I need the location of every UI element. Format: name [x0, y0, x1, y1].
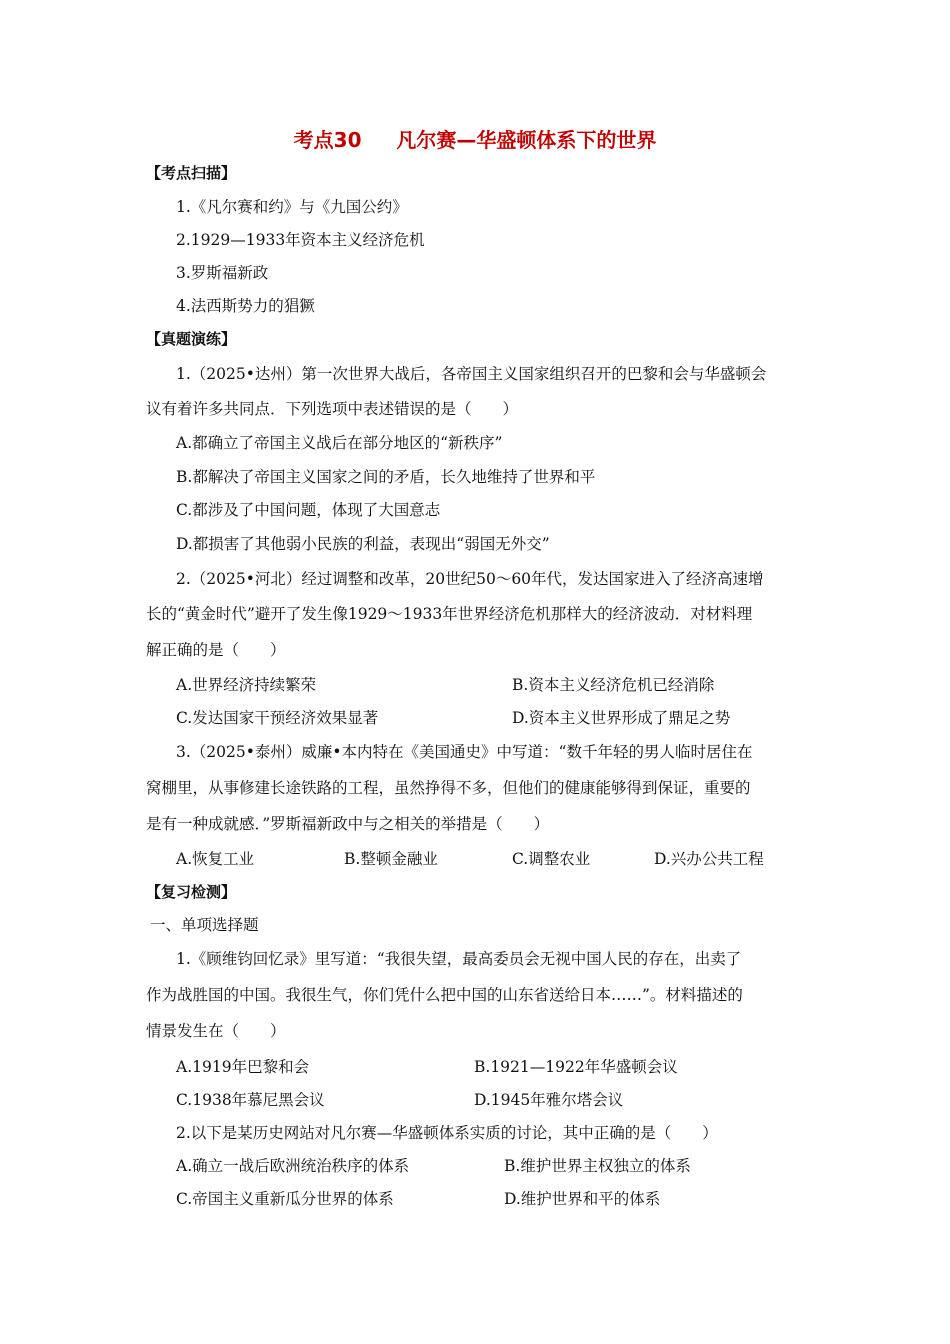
answer-option: D.维护世界和平的体系	[504, 1190, 661, 1208]
section-heading-practice: 【真题演练】	[146, 330, 237, 348]
answer-option: A.都确立了帝国主义战后在部分地区的“新秩序”	[176, 434, 503, 452]
question-stem: 解正确的是（ ）	[146, 641, 286, 659]
answer-option: B.资本主义经济危机已经消除	[512, 676, 715, 694]
scan-item: 3.罗斯福新政	[176, 264, 269, 282]
answer-option: A.恢复工业	[176, 850, 255, 868]
answer-option: D.1945年雅尔塔会议	[474, 1091, 624, 1109]
page-title: 考点30 凡尔赛—华盛顿体系下的世界	[293, 128, 657, 152]
section-heading-review: 【复习检测】	[146, 883, 237, 901]
answer-option: B.都解决了帝国主义国家之间的矛盾，长久地维持了世界和平	[176, 468, 596, 486]
answer-option: C.1938年慕尼黑会议	[176, 1091, 325, 1109]
question-stem: 2.（2025•河北）经过调整和改革，20世纪50～60年代，发达国家进入了经济高速增	[176, 570, 764, 588]
answer-option: B.整顿金融业	[344, 850, 438, 868]
section-heading-scan: 【考点扫描】	[146, 164, 237, 182]
question-stem: 2.以下是某历史网站对凡尔赛—华盛顿体系实质的讨论，其中正确的是（ ）	[176, 1124, 718, 1142]
question-stem: 议有着许多共同点．下列选项中表述错误的是（ ）	[146, 400, 519, 418]
answer-option: C.发达国家干预经济效果显著	[176, 709, 379, 727]
answer-option: B.1921—1922年华盛顿会议	[474, 1058, 678, 1076]
answer-option: D.都损害了其他弱小民族的利益，表现出“弱国无外交”	[176, 535, 550, 553]
answer-option: A.确立一战后欧洲统治秩序的体系	[176, 1157, 410, 1175]
subsection-heading: 一、单项选择题	[150, 916, 259, 934]
answer-option: A.1919年巴黎和会	[176, 1058, 310, 1076]
answer-option: C.都涉及了中国问题，体现了大国意志	[176, 501, 441, 519]
answer-option: D.兴办公共工程	[654, 850, 764, 868]
question-stem: 是有一种成就感．”罗斯福新政中与之相关的举措是（ ）	[146, 815, 550, 833]
answer-option: C.调整农业	[512, 850, 591, 868]
answer-option: A.世界经济持续繁荣	[176, 676, 317, 694]
scan-item: 4.法西斯势力的猖獗	[176, 297, 315, 315]
question-stem: 作为战胜国的中国。我很生气，你们凭什么把中国的山东省送给日本……”。材料描述的	[146, 986, 743, 1004]
question-stem: 长的“黄金时代”避开了发生像1929～1933年世界经济危机那样大的经济波动．对材料理	[146, 605, 753, 623]
question-stem: 1.《顾维钧回忆录》里写道：“我很失望，最高委员会无视中国人民的存在，出卖了	[176, 950, 742, 968]
question-stem: 1.（2025•达州）第一次世界大战后，各帝国主义国家组织召开的巴黎和会与华盛顿会	[176, 365, 767, 383]
answer-option: C.帝国主义重新瓜分世界的体系	[176, 1190, 394, 1208]
answer-option: B.维护世界主权独立的体系	[504, 1157, 691, 1175]
scan-item: 2.1929—1933年资本主义经济危机	[176, 231, 425, 249]
question-stem: 窝棚里，从事修建长途铁路的工程，虽然挣得不多，但他们的健康能够得到保证，重要的	[146, 779, 751, 797]
question-stem: 3.（2025•泰州）威廉•本内特在《美国通史》中写道：“数千年轻的男人临时居住在	[176, 743, 753, 761]
answer-option: D.资本主义世界形成了鼎足之势	[512, 709, 731, 727]
question-stem: 情景发生在（ ）	[146, 1022, 286, 1040]
scan-item: 1.《凡尔赛和约》与《九国公约》	[176, 198, 408, 216]
